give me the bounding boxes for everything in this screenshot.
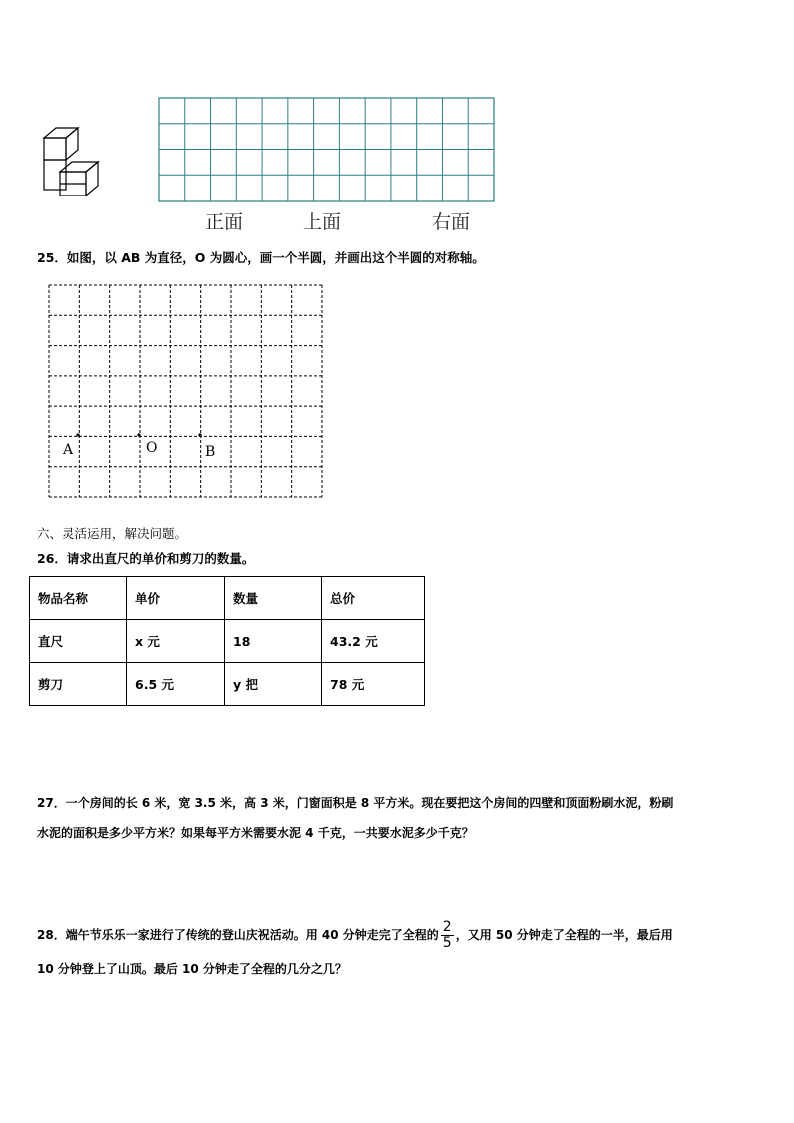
row-2-item: 剪刀 (30, 663, 127, 706)
right-view-label: 右面 (432, 211, 471, 233)
question-25: 25．如图，以 AB 为直径，O 为圆心，画一个半圆，并画出这个半圆的对称轴。 (37, 250, 485, 265)
section-6-title: 六、灵活运用，解决问题。 (37, 526, 188, 541)
header-quantity: 数量 (225, 577, 322, 620)
row-2-total: 78 元 (322, 663, 425, 706)
question-28-line-1 (37, 915, 673, 955)
header-unit-price: 单价 (127, 577, 225, 620)
point-b-label: B (205, 444, 216, 460)
table-row (30, 620, 425, 663)
point-b-marker (198, 433, 201, 436)
question-27-line-2: 水泥的面积是多少平方米？如果每平方米需要水泥 4 千克，一共要水泥多少千克？ (37, 826, 474, 840)
question-28-text-a: 28．端午节乐乐一家进行了传统的登山庆祝活动。用 40 分钟走完了全程的 (37, 928, 439, 942)
point-a-marker (76, 433, 79, 436)
row-2-unit-price: 6.5 元 (127, 663, 225, 706)
row-2-quantity: y 把 (225, 663, 322, 706)
top-view-label: 上面 (303, 211, 342, 233)
point-a-label: A (63, 442, 74, 458)
row-1-quantity: 18 (225, 620, 322, 663)
fraction-denominator: 5 (442, 935, 452, 951)
header-item-name: 物品名称 (30, 577, 127, 620)
dashed-grid (48, 284, 324, 498)
row-1-total: 43.2 元 (322, 620, 425, 663)
row-1-unit-price: x 元 (127, 620, 225, 663)
price-table (29, 576, 425, 706)
drawing-grid (158, 97, 496, 203)
cube-stack-figure (38, 124, 112, 196)
question-26: 26．请求出直尺的单价和剪刀的数量。 (37, 551, 255, 566)
header-total-price: 总价 (322, 577, 425, 620)
question-27-line-1: 27．一个房间的长 6 米，宽 3.5 米，高 3 米，门窗面积是 8 平方米。现在要把这个房间的四壁和顶面粉刷水泥，粉刷 (37, 796, 674, 810)
fraction-two-fifths (441, 920, 454, 951)
question-28-line-2: 10 分钟登上了山顶。最后 10 分钟走了全程的几分之几？ (37, 962, 347, 976)
fraction-numerator: 2 (442, 919, 452, 935)
front-view-label: 正面 (205, 211, 244, 233)
row-1-item: 直尺 (30, 620, 127, 663)
question-28-text-b: ，又用 50 分钟走了全程的一半，最后用 (455, 928, 673, 942)
point-o-marker (137, 433, 140, 436)
point-o-label: O (146, 440, 158, 456)
table-row (30, 663, 425, 706)
table-header-row (30, 577, 425, 620)
